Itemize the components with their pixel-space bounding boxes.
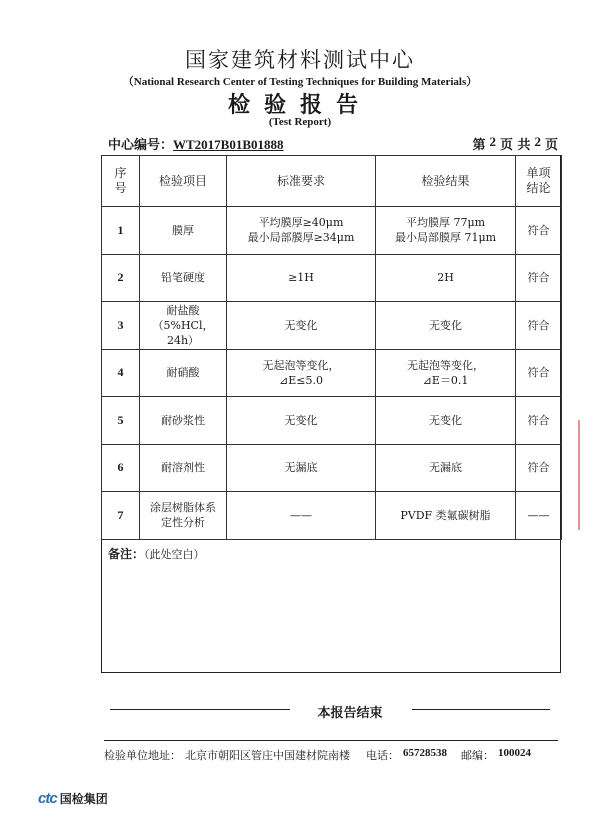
results-table xyxy=(101,155,562,540)
end-of-report: 本报告结束 xyxy=(317,706,383,721)
cell-conclusion: 符合 xyxy=(516,254,562,302)
remarks-text: （此处空白） xyxy=(144,548,205,561)
cell-result: PVDF 类氟碳树脂 xyxy=(376,492,516,540)
cell-result: 2H xyxy=(376,254,516,302)
title-cn: 国家建筑材料测试中心 xyxy=(185,48,415,72)
cell-conclusion: 符合 xyxy=(516,349,562,397)
cell-no: 6 xyxy=(102,444,140,492)
cell-no: 3 xyxy=(102,302,140,350)
remarks-label: 备注： xyxy=(108,547,145,561)
page-mid: 页 共 xyxy=(499,138,531,153)
cell-result: 无变化 xyxy=(376,397,516,445)
cell-item: 涂层树脂体系 定性分析 xyxy=(140,492,227,540)
cell-conclusion: 符合 xyxy=(516,207,562,255)
table-row xyxy=(102,492,562,540)
address-label: 检验单位地址： xyxy=(104,749,181,762)
table-row xyxy=(102,349,562,397)
ctc-logo-mark: ctc xyxy=(38,790,57,807)
page-suffix: 页 xyxy=(544,138,558,153)
table-header-row xyxy=(102,156,562,207)
col-header-conclusion: 单项 结论 xyxy=(516,156,562,207)
cell-conclusion: 符合 xyxy=(516,302,562,350)
table-row xyxy=(102,444,562,492)
col-header-no: 序 号 xyxy=(102,156,140,207)
cell-no: 7 xyxy=(102,492,140,540)
cell-result: 无漏底 xyxy=(376,444,516,492)
end-divider-right xyxy=(412,709,550,710)
cell-no: 2 xyxy=(102,254,140,302)
page-prefix: 第 xyxy=(472,138,486,153)
cell-item: 铅笔硬度 xyxy=(140,254,227,302)
red-stamp-edge xyxy=(578,420,600,530)
remarks xyxy=(108,545,205,562)
phone: 65728538 xyxy=(403,747,447,759)
postcode: 100024 xyxy=(498,747,531,759)
cell-standard: ≥1H xyxy=(227,254,376,302)
footer-divider xyxy=(104,740,558,741)
cell-standard: 无变化 xyxy=(227,397,376,445)
end-divider-left xyxy=(110,709,290,710)
cell-standard: 无起泡等变化， ⊿E≤5.0 xyxy=(227,349,376,397)
cell-result: 无起泡等变化， ⊿E＝0.1 xyxy=(376,349,516,397)
page-indicator xyxy=(472,134,558,153)
cell-no: 1 xyxy=(102,207,140,255)
table-row xyxy=(102,397,562,445)
title-en: （National Research Center of Testing Techniques for Building Materials） xyxy=(122,76,478,88)
center-number-label: 中心编号： xyxy=(108,138,174,153)
cell-result: 无变化 xyxy=(376,302,516,350)
col-header-result: 检验结果 xyxy=(376,156,516,207)
cell-item: 耐溶剂性 xyxy=(140,444,227,492)
center-number xyxy=(108,134,284,153)
cell-standard: 无变化 xyxy=(227,302,376,350)
cell-item: 耐硝酸 xyxy=(140,349,227,397)
cell-no: 5 xyxy=(102,397,140,445)
cell-result: 平均膜厚 77μm 最小局部膜厚 71μm xyxy=(376,207,516,255)
center-number-value: WT2017B01B01888 xyxy=(173,137,284,152)
meta-row xyxy=(108,134,558,153)
ctc-logo-text: 国检集团 xyxy=(59,792,108,806)
page-total: 2 xyxy=(534,134,541,149)
footer xyxy=(104,747,558,763)
table-row xyxy=(102,254,562,302)
address: 北京市朝阳区管庄中国建材院南楼 xyxy=(185,749,350,762)
report-title-en: (Test Report) xyxy=(268,116,332,128)
report-title-cn: 检验报告 xyxy=(227,92,372,118)
cell-conclusion: —— xyxy=(516,492,562,540)
cell-item: 耐砂浆性 xyxy=(140,397,227,445)
postcode-label: 邮编： xyxy=(461,749,494,762)
cell-item: 膜厚 xyxy=(140,207,227,255)
cell-conclusion: 符合 xyxy=(516,397,562,445)
table-row xyxy=(102,302,562,350)
phone-label: 电话： xyxy=(366,749,399,762)
col-header-standard: 标准要求 xyxy=(227,156,376,207)
cell-standard: 无漏底 xyxy=(227,444,376,492)
table-row xyxy=(102,207,562,255)
cell-conclusion: 符合 xyxy=(516,444,562,492)
page-current: 2 xyxy=(489,134,496,149)
cell-item: 耐盐酸 （5%HCl，24h） xyxy=(140,302,227,350)
cell-standard: —— xyxy=(227,492,376,540)
col-header-item: 检验项目 xyxy=(140,156,227,207)
cell-standard: 平均膜厚≥40μm 最小局部膜厚≥34μm xyxy=(227,207,376,255)
cell-no: 4 xyxy=(102,349,140,397)
ctc-logo xyxy=(38,790,108,807)
